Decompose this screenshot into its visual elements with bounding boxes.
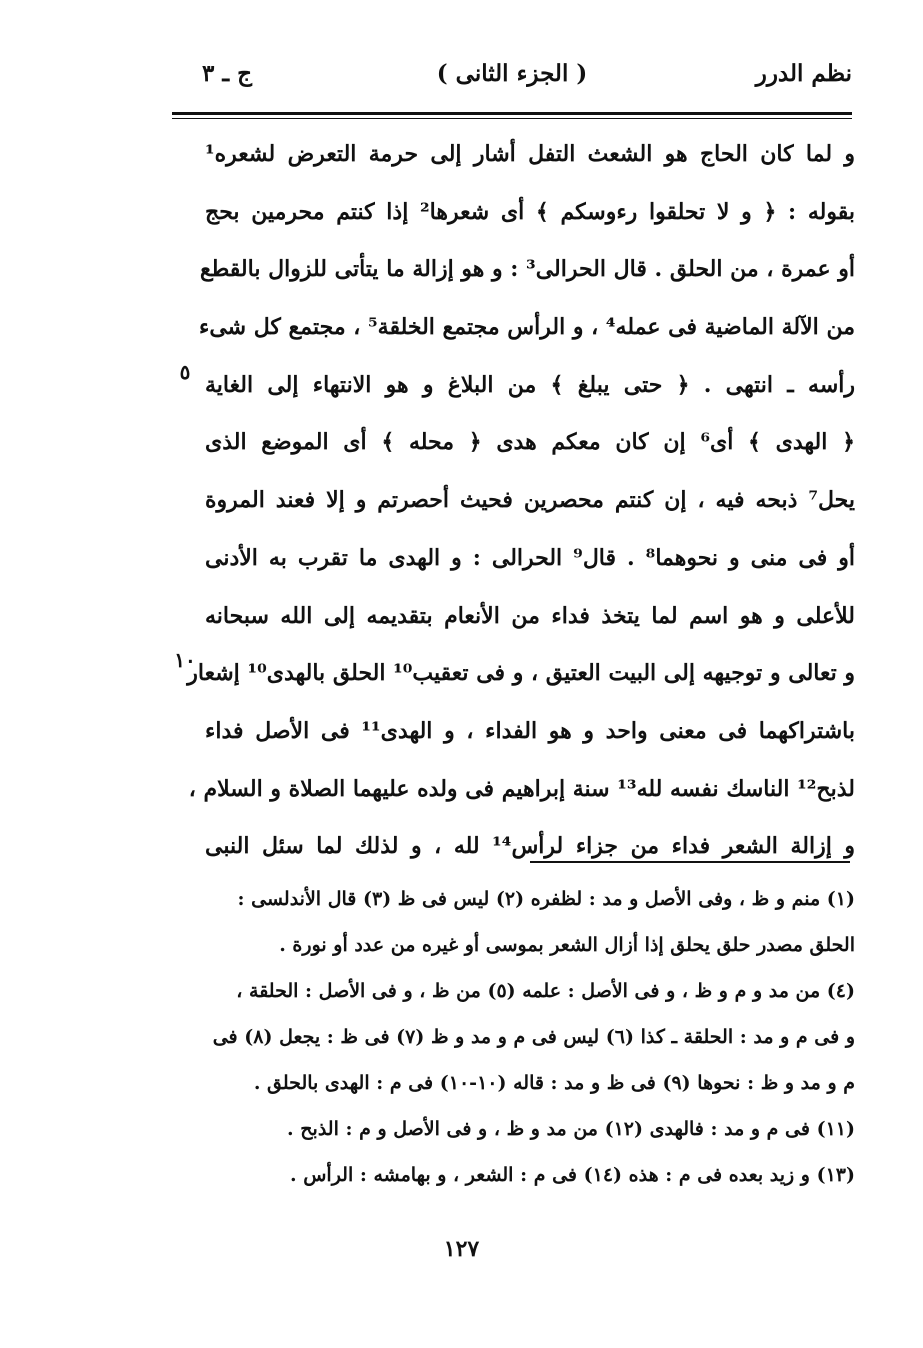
book-title: نظم الدرر — [755, 60, 852, 87]
footnotes — [200, 876, 855, 1198]
text-line: أو فى منى و نحوهما⁸ . قال⁹ الحرالى : و الهدى ما تقرب به الأدنى — [205, 544, 855, 571]
footnote-line: (١) منم و ظ ، وفى الأصل و مد : لظفره (٢) ليس فى ظ (٣) قال الأندلسى : — [237, 888, 855, 910]
text-line: و لما كان الحاج هو الشعث التفل أشار إلى حرمة التعرض لشعره¹ — [205, 141, 855, 167]
footnote-line: و فى م و مد : الحلقة ـ كذا (٦) ليس فى م و مد و ظ (٧) فى ظ : يجعل (٨) فى — [212, 1026, 855, 1048]
text-line: أو عمرة ، من الحلق . قال الحرالى³ : و هو إزالة ما يتأتى للزوال بالقطع — [200, 256, 855, 283]
text-line: و إزالة الشعر فداء من جزاء لرأس¹⁴ لله ، و لذلك لما سئل النبى — [205, 833, 855, 860]
footnote-separator — [530, 861, 850, 863]
main-text — [187, 126, 855, 876]
volume-label: ج ـ ٣ — [202, 60, 252, 87]
footnote-line: الحلق مصدر حلق يحلق إذا أزال الشعر بموسى أو غيره من عدد أو نورة . — [279, 934, 855, 956]
page-number: ١٢٧ — [443, 1236, 480, 1262]
text-line: من الآلة الماضية فى عمله⁴ ، و الرأس مجتمع الخلقة⁵ ، مجتمع كل شىء — [198, 314, 855, 341]
text-line: باشتراكهما فى معنى واحد و هو الفداء ، و الهدى¹¹ فى الأصل فداء — [205, 717, 855, 744]
header-rule-thick — [172, 112, 852, 115]
line-number-5: ٥ — [179, 360, 191, 384]
header-rule-thin — [172, 118, 852, 119]
text-line: و تعالى و توجيهه إلى البيت العتيق ، و فى تعقيب¹⁰ الحلق بالهدى¹⁰ إشعار — [187, 660, 855, 687]
footnote-line: م و مد و ظ : نحوها (٩) فى ظ و مد : قاله (١٠-١٠) فى م : الهدى بالحلق . — [253, 1072, 855, 1094]
text-line: رأسه ـ انتهى . ﴿ حتى يبلغ ﴾ من البلاغ و هو الانتهاء إلى الغاية — [205, 371, 855, 398]
text-line: للأعلى و هو اسم لما يتخذ فداء من الأنعام بتقديمه إلى الله سبحانه — [205, 602, 855, 629]
text-line: ﴿ الهدى ﴾ أى⁶ إن كان معكم هدى ﴿ محله ﴾ أى الموضع الذى — [205, 429, 855, 456]
part-label: ( الجزء الثانى ) — [436, 60, 588, 87]
footnote-line: (١١) فى م و مد : فالهدى (١٢) من مد و ظ ، و فى الأصل و م : الذبح . — [287, 1118, 855, 1140]
line-number-10: ١٠ — [174, 648, 196, 672]
text-line: لذبح¹² الناسك نفسه لله¹³ سنة إبراهيم فى ولده عليهما الصلاة و السلام ، — [188, 775, 855, 802]
text-line: يحل⁷ ذبحه فيه ، إن كنتم محصرين فحيث أحصرتم و إلا فعند المروة — [205, 487, 855, 514]
running-header — [172, 58, 852, 98]
footnote-line: (٤) من مد و م و ظ ، و فى الأصل : علمه (٥) من ظ ، و فى الأصل : الحلقة ، — [236, 980, 855, 1002]
footnote-line: (١٣) و زيد بعده فى م : هذه (١٤) فى م : الشعر ، و بهامشه : الرأس . — [290, 1164, 855, 1186]
text-line: بقوله : ﴿ و لا تحلقوا رءوسكم ﴾ أى شعرها² إذا كنتم محرمين بحج — [205, 198, 855, 225]
